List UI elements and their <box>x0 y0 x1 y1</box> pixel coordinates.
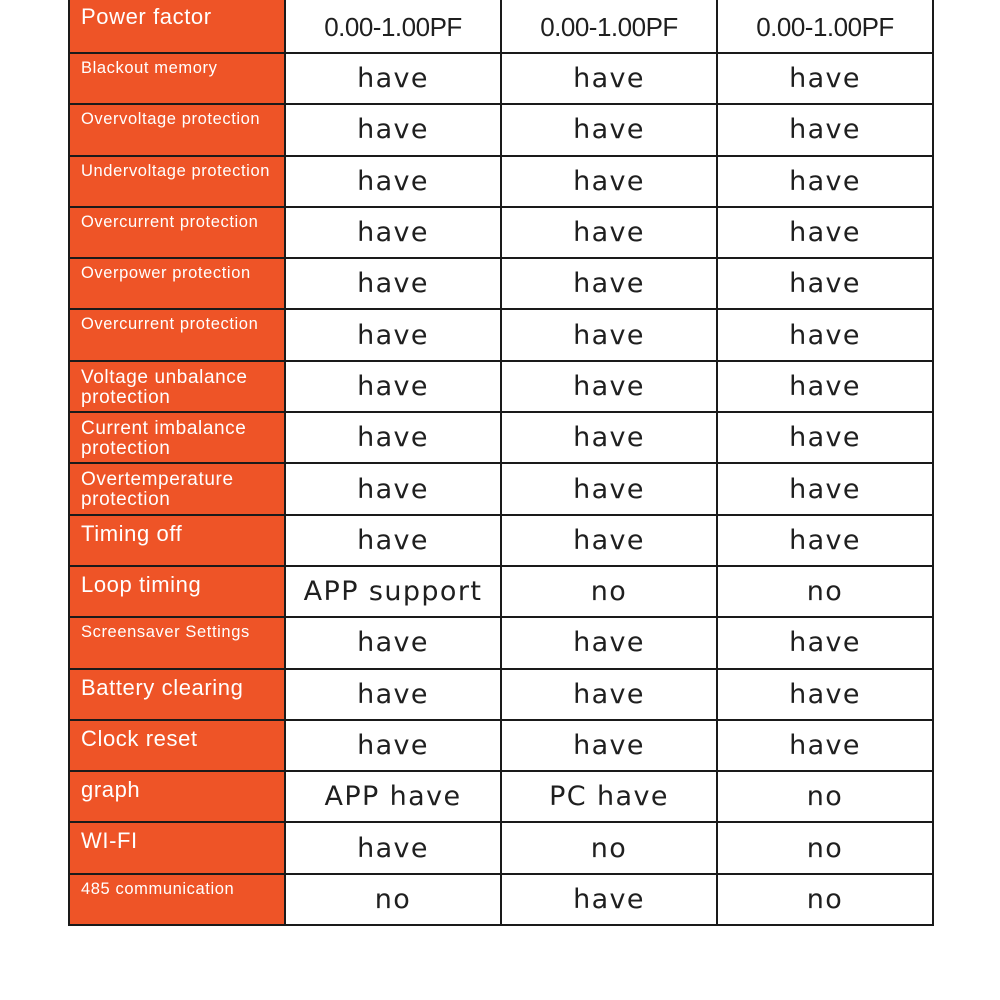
feature-label: Undervoltage protection <box>69 156 285 207</box>
feature-value-model-1: have <box>285 412 501 463</box>
feature-value-model-1: have <box>285 822 501 873</box>
table-row <box>69 309 933 360</box>
feature-value-model-1: APP support <box>285 566 501 617</box>
feature-value-model-2: have <box>501 617 717 668</box>
table-row <box>69 617 933 668</box>
feature-value-model-3: 0.00-1.00PF <box>717 0 933 53</box>
table-row <box>69 771 933 822</box>
feature-value-model-3: have <box>717 463 933 514</box>
feature-value-model-2: have <box>501 207 717 258</box>
feature-value-model-3: have <box>717 258 933 309</box>
table-row <box>69 515 933 566</box>
feature-value-model-3: have <box>717 104 933 155</box>
feature-comparison-table <box>68 0 934 926</box>
feature-value-model-3: have <box>717 720 933 771</box>
table-row <box>69 463 933 514</box>
feature-label: Blackout memory <box>69 53 285 104</box>
feature-value-model-1: have <box>285 669 501 720</box>
feature-value-model-3: have <box>717 412 933 463</box>
feature-value-model-2: have <box>501 463 717 514</box>
feature-value-model-2: have <box>501 53 717 104</box>
feature-value-model-3: have <box>717 515 933 566</box>
feature-value-model-3: have <box>717 617 933 668</box>
feature-value-model-1: have <box>285 258 501 309</box>
table-row <box>69 566 933 617</box>
feature-value-model-3: have <box>717 53 933 104</box>
table-row <box>69 104 933 155</box>
feature-label: Battery clearing <box>69 669 285 720</box>
feature-value-model-3: no <box>717 822 933 873</box>
table-row <box>69 258 933 309</box>
table-row <box>69 669 933 720</box>
feature-value-model-3: no <box>717 874 933 925</box>
feature-value-model-3: have <box>717 156 933 207</box>
feature-label: WI-FI <box>69 822 285 873</box>
feature-value-model-3: have <box>717 207 933 258</box>
table-body <box>69 0 933 925</box>
feature-label: Voltage unbalance protection <box>69 361 285 412</box>
table-row <box>69 156 933 207</box>
feature-value-model-1: have <box>285 104 501 155</box>
feature-value-model-1: have <box>285 53 501 104</box>
feature-value-model-2: PC have <box>501 771 717 822</box>
feature-value-model-2: have <box>501 874 717 925</box>
feature-label: Overcurrent protection <box>69 207 285 258</box>
feature-label: Overtemperature protection <box>69 463 285 514</box>
feature-value-model-2: have <box>501 515 717 566</box>
feature-value-model-2: have <box>501 258 717 309</box>
feature-value-model-3: have <box>717 309 933 360</box>
feature-label: Power factor <box>69 0 285 53</box>
feature-value-model-1: have <box>285 309 501 360</box>
feature-value-model-1: have <box>285 156 501 207</box>
table-row <box>69 720 933 771</box>
feature-value-model-3: have <box>717 669 933 720</box>
table-row <box>69 0 933 53</box>
feature-value-model-2: have <box>501 412 717 463</box>
feature-value-model-1: have <box>285 463 501 514</box>
feature-value-model-1: have <box>285 515 501 566</box>
feature-value-model-3: no <box>717 771 933 822</box>
table-row <box>69 207 933 258</box>
feature-value-model-2: have <box>501 720 717 771</box>
feature-value-model-2: have <box>501 104 717 155</box>
feature-label: Loop timing <box>69 566 285 617</box>
feature-value-model-1: no <box>285 874 501 925</box>
feature-label: Screensaver Settings <box>69 617 285 668</box>
table-row <box>69 361 933 412</box>
feature-label: Overvoltage protection <box>69 104 285 155</box>
table-row <box>69 53 933 104</box>
feature-value-model-3: have <box>717 361 933 412</box>
feature-label: Overpower protection <box>69 258 285 309</box>
feature-value-model-3: no <box>717 566 933 617</box>
feature-value-model-1: have <box>285 361 501 412</box>
feature-value-model-1: have <box>285 617 501 668</box>
feature-value-model-2: 0.00-1.00PF <box>501 0 717 53</box>
feature-label: Timing off <box>69 515 285 566</box>
feature-value-model-2: have <box>501 669 717 720</box>
feature-value-model-2: have <box>501 156 717 207</box>
feature-value-model-1: have <box>285 207 501 258</box>
feature-value-model-2: no <box>501 822 717 873</box>
feature-value-model-2: have <box>501 309 717 360</box>
feature-label: Overcurrent protection <box>69 309 285 360</box>
feature-value-model-1: 0.00-1.00PF <box>285 0 501 53</box>
table-row <box>69 822 933 873</box>
feature-label: Clock reset <box>69 720 285 771</box>
feature-value-model-2: have <box>501 361 717 412</box>
feature-value-model-1: have <box>285 720 501 771</box>
feature-value-model-1: APP have <box>285 771 501 822</box>
feature-value-model-2: no <box>501 566 717 617</box>
table-row <box>69 874 933 925</box>
feature-label: Current imbalance protection <box>69 412 285 463</box>
table-row <box>69 412 933 463</box>
feature-label: 485 communication <box>69 874 285 925</box>
feature-label: graph <box>69 771 285 822</box>
